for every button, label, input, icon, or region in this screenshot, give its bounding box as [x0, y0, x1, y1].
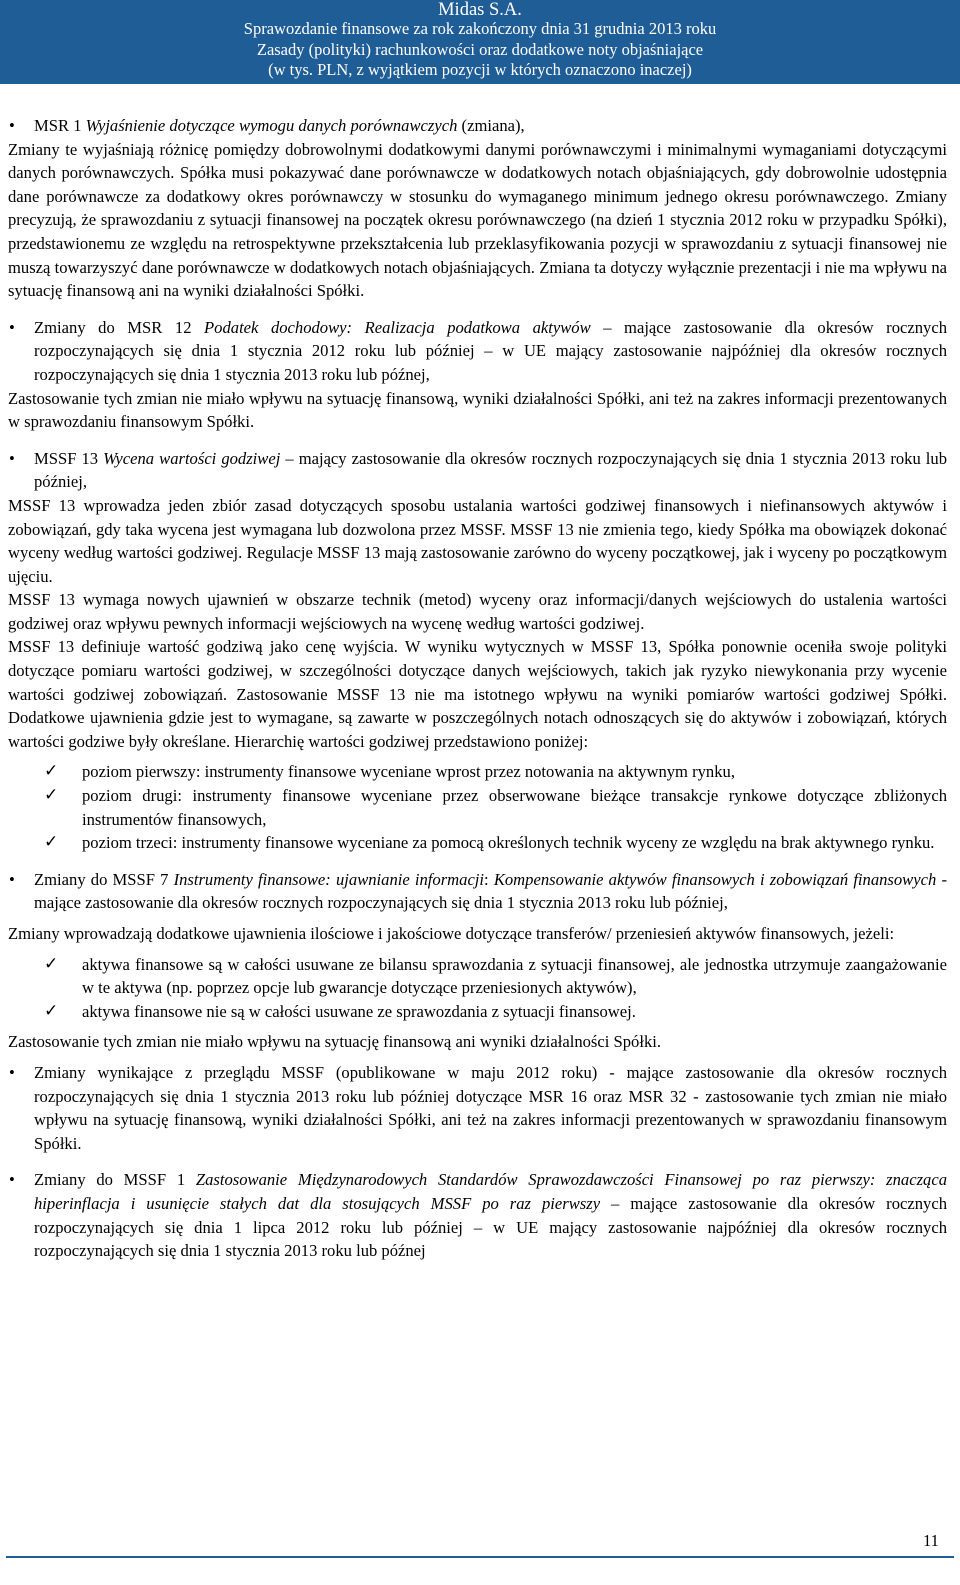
bullet-mssf-review: • Zmiany wynikające z przeglądu MSSF (opublikowane w maju 2012 roku) - mające zastosowanie dla okresów rocznych rozpoczynających się dnia 1 stycznia 2013 roku lub później dotyczące MSR 16 oraz MSR 32 - zastosowanie tych zmian nie miało wpływu na sytuację finansową, wyniki działalności Spółki, ani też na zakres informacji prezentowanych w sprawozdaniu finansowym Spółki.	[8, 1061, 947, 1155]
header-line-1: Sprawozdanie finansowe za rok zakończony dnia 31 grudnia 2013 roku	[243, 19, 717, 38]
mssf7-suffix: - mające zastosowanie dla okresów rocznych rozpoczynających się dnia 1 stycznia 2013 roku lub później,	[34, 869, 947, 913]
mssf7-condition-1: ✓ aktywa finansowe są w całości usuwane ze bilansu sprawozdania z sytuacji finansowej, ale jednostka utrzymuje zaangażowanie w te aktywa (np. poprzez opcje lub gwarancje dotyczące przeniesionych aktywów),	[8, 953, 947, 1000]
hierarchy-level-3: ✓ poziom trzeci: instrumenty finansowe wyceniane za pomocą określonych technik wyceny ze względu na brak aktywnego rynku.	[8, 831, 947, 855]
hierarchy-level-2: ✓ poziom drugi: instrumenty finansowe wyceniane przez obserwowane bieżące transakcje rynkowe dotyczące zbliżonych instrumentów finansowych,	[8, 784, 947, 831]
msr12-description: Zastosowanie tych zmian nie miało wpływu na sytuację finansową, wyniki działalności Spółki, ani też na zakres informacji prezentowanych w sprawozdaniu finansowym Spółki.	[8, 388, 947, 432]
mssf7-title: Instrumenty finansowe: ujawnianie informacji	[173, 869, 485, 889]
page-header	[0, 0, 960, 84]
bullet-msr12	[8, 316, 947, 387]
bullet-mssf7	[8, 868, 947, 915]
msr12-suffix: – mające zastosowanie dla okresów rocznych rozpoczynających się dnia 1 stycznia 2012 roku lub później – w UE mający zastosowanie najpóźniej dla okresów rocznych rozpoczynających się dnia 1 stycznia 2013 roku lub późnej,	[34, 317, 947, 384]
msr1-title: Wyjaśnienie dotyczące wymogu danych porównawczych	[85, 116, 458, 135]
header-line-2: Zasady (polityki) rachunkowości oraz dodatkowe noty objaśniające	[256, 39, 704, 59]
document-body	[8, 114, 947, 1263]
mssf1-suffix: – mające zastosowanie dla okresów rocznych rozpoczynających się dnia 1 lipca 2012 roku lub później – w UE mający zastosowanie najpóźniej dla okresów rocznych rozpoczynających się dnia 1 stycznia 2013 roku lub późnej	[34, 1193, 947, 1261]
msr1-suffix: (zmiana),	[457, 116, 525, 135]
msr1-prefix: MSR 1	[34, 116, 86, 135]
mssf7-colon: :	[484, 869, 494, 889]
bullet-msr1	[8, 114, 947, 138]
mssf13-prefix: MSSF 13	[34, 448, 104, 468]
mssf1-prefix: Zmiany do MSSF 1	[34, 1170, 196, 1190]
header-company: Midas S.A.	[438, 0, 522, 20]
mssf1-title: Zastosowanie Międzynarodowych Standardów Sprawozdawczości Finansowej po raz pierwszy: znacząca hiperinflacja i usunięcie stałych dat dla stosujących MSSF po raz pierwszy	[34, 1170, 947, 1213]
mssf7-intro: Zmiany wprowadzają dodatkowe ujawnienia ilościowe i jakościowe dotyczące transferów/ przeniesień aktywów finansowych, jeżeli:	[8, 924, 895, 943]
msr12-prefix: Zmiany do MSR 12	[34, 317, 205, 337]
mssf7-subtitle: Kompensowanie aktywów finansowych i zobowiązań finansowych	[493, 869, 937, 889]
msr12-title: Podatek dochodowy: Realizacja podatkowa aktywów	[204, 317, 591, 337]
mssf7-condition-2: ✓ aktywa finansowe nie są w całości usuwane ze sprawozdania z sytuacji finansowej.	[8, 1000, 947, 1024]
mssf13-suffix: – mający zastosowanie dla okresów rocznych rozpoczynających się dnia 1 stycznia 2013 roku lub później,	[34, 448, 947, 492]
mssf13-paragraph-2: MSSF 13 wymaga nowych ujawnień w obszarze technik (metod) wyceny oraz informacji/danych wejściowych do ustalenia wartości godziwej oraz wpływu pewnych informacji wejściowych na wycenę według wartości godziwej.	[8, 590, 947, 633]
header-line-3: (w tys. PLN, z wyjątkiem pozycji w których oznaczono inaczej)	[268, 60, 692, 79]
hierarchy-level-1: ✓ poziom pierwszy: instrumenty finansowe wyceniane wprost przez notowania na aktywnym rynku,	[8, 760, 947, 784]
mssf13-title: Wycena wartości godziwej	[103, 448, 281, 468]
bullet-mssf13	[8, 447, 947, 494]
mssf7-outro: Zastosowanie tych zmian nie miało wpływu na sytuację finansową ani wyniki działalności Spółki.	[8, 1032, 661, 1052]
bullet-mssf1	[8, 1168, 947, 1262]
mssf7-prefix: Zmiany do MSSF 7	[34, 869, 174, 889]
footer-rule	[6, 1556, 954, 1558]
mssf13-paragraph-3: MSSF 13 definiuje wartość godziwą jako cenę wyjścia. W wyniku wytycznych w MSSF 13, Spółka ponownie oceniła swoje polityki dotyczące pomiaru wartości godziwej, w szczególności dotyczące danych wejściowych, takich jak ryzyko niewykonania przy wycenie wartości godziwej zobowiązań. Zastosowanie MSSF 13 nie ma istotnego wpływu na wyniki pomiarów wartości godziwej Spółki. Dodatkowe ujawnienia gdzie jest to wymagane, są zawarte w poszczególnych notach odnoszących się do aktywów i zobowiązań, których wartości godziwe były określane. Hierarchię wartości godziwej przedstawiono poniżej:	[8, 637, 947, 751]
page-number: 11	[923, 1531, 939, 1550]
mssf13-paragraph-1: MSSF 13 wprowadza jeden zbiór zasad dotyczących sposobu ustalania wartości godziwej finansowych i niefinansowych aktywów i zobowiązań, gdy taka wycena jest wymagana lub dozwolona przez MSSF. MSSF 13 nie zmienia tego, kiedy Spółka ma obowiązek dokonać wyceny według wartości godziwej. Regulacje MSSF 13 mają zastosowanie zarówno do wyceny początkowej, jak i wyceny po początkowym ujęciu.	[8, 495, 947, 586]
msr1-description: Zmiany te wyjaśniają różnicę pomiędzy dobrowolnymi dodatkowymi danymi porównawczymi i minimalnymi wymaganiami dotyczącymi danych porównawczych. Spółka musi pokazywać dane porównawcze w dodatkowych notach objaśniających, gdy dobrowolnie udostępnia dane porównawcze za dodatkowy okres porównawczy w stosunku do wymaganego minimum jednego okresu porównawczego. Zmiany precyzują, że sprawozdaniu z sytuacji finansowej na początek okresu porównawczego (na dzień 1 stycznia 2012 roku w przypadku Spółki), przedstawionemu ze względu na retrospektywne przekształcenia lub przeklasyfikowania pozycji w sprawozdaniu z sytuacji finansowej nie muszą towarzyszyć dane porównawcze w dodatkowych notach objaśniających. Zmiana ta dotyczy wyłącznie prezentacji i nie ma wpływu na sytuację finansową ani na wyniki działalności Spółki.	[8, 139, 947, 301]
